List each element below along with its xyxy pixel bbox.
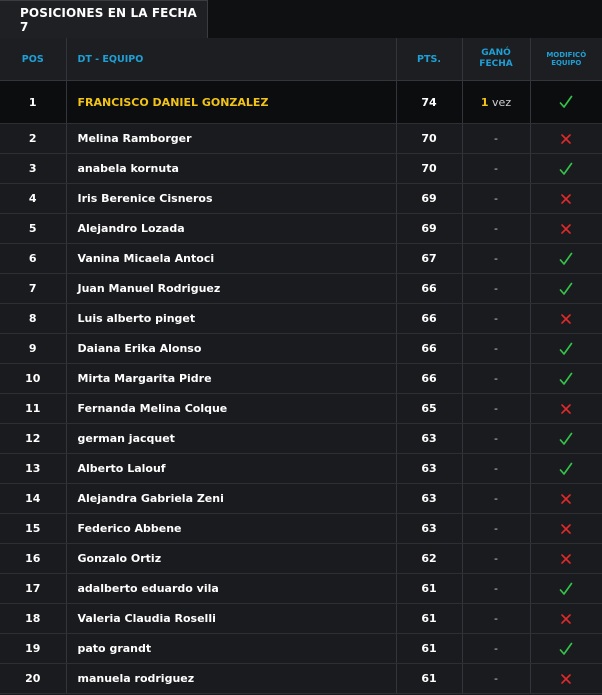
row-pos: 19 <box>0 634 66 664</box>
row-won: - <box>462 184 530 214</box>
row-team: Gonzalo Ortiz <box>66 544 396 574</box>
row-team: Melina Ramborger <box>66 124 396 154</box>
row-pos: 18 <box>0 604 66 634</box>
check-icon <box>559 462 573 476</box>
table-row[interactable] <box>0 544 602 574</box>
row-modified <box>530 484 602 514</box>
check-icon <box>559 642 573 656</box>
row-team: anabela kornuta <box>66 154 396 184</box>
row-pos: 20 <box>0 664 66 694</box>
cross-icon <box>560 673 572 685</box>
table-row[interactable] <box>0 484 602 514</box>
row-won: - <box>462 154 530 184</box>
row-won: - <box>462 514 530 544</box>
tab-bar <box>0 0 602 38</box>
row-pts: 61 <box>396 634 462 664</box>
row-pts: 63 <box>396 484 462 514</box>
table-row[interactable] <box>0 184 602 214</box>
table-row[interactable] <box>0 424 602 454</box>
table-row[interactable] <box>0 394 602 424</box>
column-header-won-line1: GANÓ <box>481 48 511 58</box>
row-team: Juan Manuel Rodriguez <box>66 274 396 304</box>
row-pts: 66 <box>396 274 462 304</box>
row-modified <box>530 544 602 574</box>
cross-icon <box>560 613 572 625</box>
column-header-mod-line1: MODIFICÓ <box>546 51 587 59</box>
row-team: Luis alberto pinget <box>66 304 396 334</box>
row-modified <box>530 394 602 424</box>
row-modified <box>530 514 602 544</box>
row-modified <box>530 274 602 304</box>
check-icon <box>559 252 573 266</box>
table-row[interactable] <box>0 124 602 154</box>
column-header-won <box>462 38 530 81</box>
check-icon <box>559 162 573 176</box>
row-modified <box>530 364 602 394</box>
row-modified <box>530 304 602 334</box>
row-team: Alberto Lalouf <box>66 454 396 484</box>
cross-icon <box>560 403 572 415</box>
row-pos: 3 <box>0 154 66 184</box>
row-won: - <box>462 424 530 454</box>
row-won: - <box>462 664 530 694</box>
check-icon <box>559 582 573 596</box>
row-team: Mirta Margarita Pidre <box>66 364 396 394</box>
row-pts: 63 <box>396 514 462 544</box>
table-row[interactable] <box>0 604 602 634</box>
table-row[interactable] <box>0 574 602 604</box>
cross-icon <box>560 193 572 205</box>
row-team: Vanina Micaela Antoci <box>66 244 396 274</box>
table-row[interactable] <box>0 664 602 694</box>
row-team: FRANCISCO DANIEL GONZALEZ <box>66 81 396 124</box>
won-count: 1 <box>480 95 489 109</box>
cross-icon <box>560 133 572 145</box>
row-won: - <box>462 394 530 424</box>
table-row[interactable] <box>0 154 602 184</box>
check-icon <box>559 372 573 386</box>
row-modified <box>530 154 602 184</box>
row-modified <box>530 634 602 664</box>
row-pos: 5 <box>0 214 66 244</box>
row-pos: 10 <box>0 364 66 394</box>
row-pos: 17 <box>0 574 66 604</box>
table-row[interactable] <box>0 334 602 364</box>
table-row[interactable] <box>0 214 602 244</box>
row-pos: 11 <box>0 394 66 424</box>
cross-icon <box>560 523 572 535</box>
row-pos: 13 <box>0 454 66 484</box>
table-row-leader[interactable] <box>0 81 602 124</box>
row-won: - <box>462 574 530 604</box>
row-modified <box>530 334 602 364</box>
table-row[interactable] <box>0 304 602 334</box>
row-won: - <box>462 214 530 244</box>
row-won: - <box>462 484 530 514</box>
row-pts: 67 <box>396 244 462 274</box>
row-won <box>462 81 530 124</box>
row-pts: 70 <box>396 124 462 154</box>
table-header-row <box>0 38 602 81</box>
row-pts: 61 <box>396 574 462 604</box>
won-suffix: vez <box>488 95 512 109</box>
row-pts: 66 <box>396 334 462 364</box>
row-pos: 15 <box>0 514 66 544</box>
row-modified <box>530 244 602 274</box>
check-icon <box>559 342 573 356</box>
row-pts: 74 <box>396 81 462 124</box>
column-header-won-line2: FECHA <box>479 59 513 69</box>
cross-icon <box>560 493 572 505</box>
cross-icon <box>560 553 572 565</box>
row-modified <box>530 424 602 454</box>
cross-icon <box>560 313 572 325</box>
row-won: - <box>462 304 530 334</box>
row-pts: 63 <box>396 454 462 484</box>
row-pos: 12 <box>0 424 66 454</box>
row-pts: 61 <box>396 664 462 694</box>
tab-label: POSICIONES EN LA FECHA 7 <box>20 5 197 34</box>
row-won: - <box>462 634 530 664</box>
row-team: Alejandro Lozada <box>66 214 396 244</box>
row-won: - <box>462 244 530 274</box>
row-modified <box>530 604 602 634</box>
row-won: - <box>462 274 530 304</box>
row-pos: 7 <box>0 274 66 304</box>
row-pts: 70 <box>396 154 462 184</box>
row-won: - <box>462 364 530 394</box>
row-team: manuela rodriguez <box>66 664 396 694</box>
row-modified <box>530 124 602 154</box>
row-pts: 66 <box>396 304 462 334</box>
table-row[interactable] <box>0 634 602 664</box>
table-row[interactable] <box>0 514 602 544</box>
row-pos: 8 <box>0 304 66 334</box>
row-won: - <box>462 124 530 154</box>
table-row[interactable] <box>0 364 602 394</box>
row-team: Fernanda Melina Colque <box>66 394 396 424</box>
row-team: pato grandt <box>66 634 396 664</box>
row-pts: 69 <box>396 214 462 244</box>
row-pos: 14 <box>0 484 66 514</box>
row-won: - <box>462 454 530 484</box>
row-team: Iris Berenice Cisneros <box>66 184 396 214</box>
row-pts: 63 <box>396 424 462 454</box>
table-row[interactable] <box>0 274 602 304</box>
check-icon <box>559 282 573 296</box>
row-pos: 6 <box>0 244 66 274</box>
column-header-team: DT - EQUIPO <box>66 38 396 81</box>
row-modified <box>530 454 602 484</box>
cross-icon <box>560 223 572 235</box>
row-pts: 62 <box>396 544 462 574</box>
row-pts: 69 <box>396 184 462 214</box>
row-pos: 1 <box>0 81 66 124</box>
row-pos: 9 <box>0 334 66 364</box>
row-team: Daiana Erika Alonso <box>66 334 396 364</box>
row-team: Federico Abbene <box>66 514 396 544</box>
row-pts: 61 <box>396 604 462 634</box>
column-header-mod-line2: EQUIPO <box>551 59 582 67</box>
row-pos: 2 <box>0 124 66 154</box>
row-won: - <box>462 604 530 634</box>
row-team: Valeria Claudia Roselli <box>66 604 396 634</box>
row-team: Alejandra Gabriela Zeni <box>66 484 396 514</box>
row-pos: 16 <box>0 544 66 574</box>
table-row[interactable] <box>0 454 602 484</box>
table-row[interactable] <box>0 244 602 274</box>
row-team: adalberto eduardo vila <box>66 574 396 604</box>
check-icon <box>559 432 573 446</box>
column-header-pos: POS <box>0 38 66 81</box>
row-pts: 65 <box>396 394 462 424</box>
row-modified <box>530 214 602 244</box>
standings-table <box>0 38 602 694</box>
row-pos: 4 <box>0 184 66 214</box>
column-header-modified <box>530 38 602 81</box>
row-won: - <box>462 544 530 574</box>
row-modified <box>530 184 602 214</box>
column-header-pts: PTS. <box>396 38 462 81</box>
row-modified <box>530 81 602 124</box>
row-modified <box>530 664 602 694</box>
row-won: - <box>462 334 530 364</box>
check-icon <box>559 95 573 109</box>
row-pts: 66 <box>396 364 462 394</box>
row-modified <box>530 574 602 604</box>
tab-posiciones-fecha[interactable] <box>0 0 208 38</box>
row-team: german jacquet <box>66 424 396 454</box>
